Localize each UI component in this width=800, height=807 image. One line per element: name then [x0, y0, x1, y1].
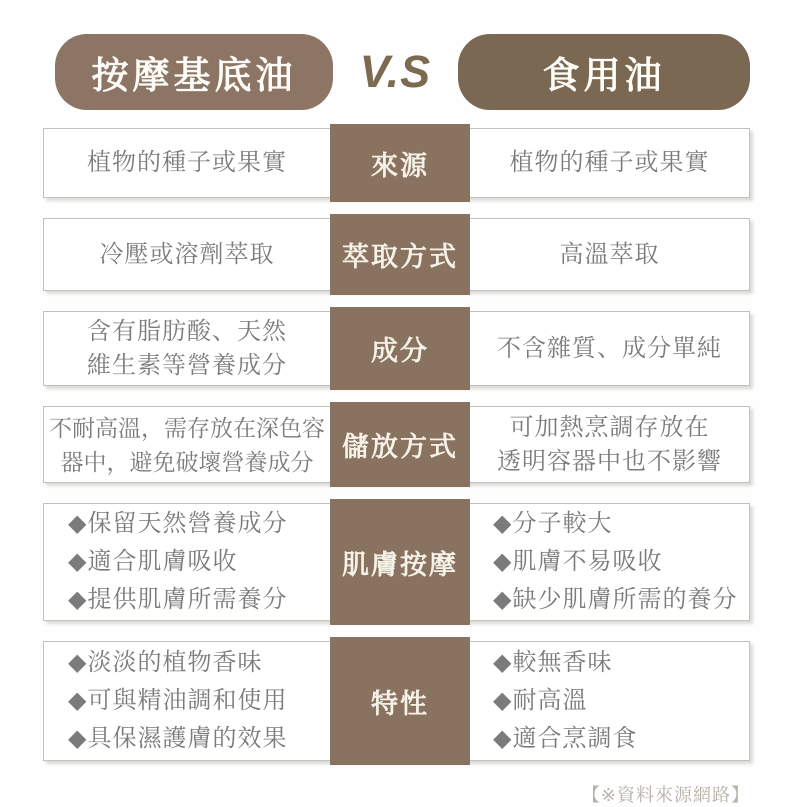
category-label-characteristics: 特性	[330, 637, 470, 765]
row-characteristics	[43, 641, 750, 761]
category-label-skin-massage: 肌膚按摩	[330, 499, 470, 625]
cell-line: 植物的種子或果實	[87, 149, 287, 176]
cooking-oil-characteristics-cell	[470, 642, 749, 760]
bullet-line: ◆提供肌膚所需養分	[68, 586, 288, 613]
bullet-line: ◆分子較大	[493, 510, 613, 537]
massage-base-oil-pill	[55, 34, 333, 110]
bullet-line: ◆肌膚不易吸收	[493, 548, 663, 575]
source-note: 【※資料來源網路】	[581, 785, 750, 805]
category-label-extraction: 萃取方式	[330, 214, 470, 295]
massage-oil-skin-cell	[44, 504, 330, 620]
content-column	[43, 0, 750, 807]
cooking-oil-pill	[458, 34, 750, 110]
cell-line: 器中，避免破壞營養成分	[60, 448, 314, 475]
cell-line: 維生素等營養成分	[87, 351, 287, 379]
row-source	[43, 128, 750, 198]
cooking-oil-title: 食用油	[542, 55, 666, 96]
row-storage	[43, 406, 750, 483]
row-skin-massage	[43, 503, 750, 621]
massage-oil-ingredients-cell	[44, 312, 330, 385]
bullet-line: ◆缺少肌膚所需的養分	[493, 586, 738, 613]
cell-line: 冷壓或溶劑萃取	[99, 240, 275, 268]
cooking-oil-ingredients-cell	[470, 312, 749, 385]
cooking-oil-storage-cell	[470, 407, 749, 482]
massage-oil-source-cell	[44, 129, 330, 197]
bullet-line: ◆耐高溫	[493, 687, 588, 714]
category-label-source: 來源	[330, 124, 470, 202]
cell-line: 高溫萃取	[559, 240, 660, 268]
header	[43, 33, 750, 111]
massage-base-oil-title: 按摩基底油	[91, 55, 297, 96]
cell-line: 透明容器中也不影響	[497, 447, 722, 475]
massage-oil-storage-cell	[44, 407, 330, 482]
cell-line: 可加熱烹調存放在	[509, 413, 710, 441]
cooking-oil-extraction-cell	[470, 219, 749, 290]
massage-oil-characteristics-cell	[44, 642, 330, 760]
bullet-line: ◆適合烹調食	[493, 725, 638, 752]
cell-line: 植物的種子或果實	[509, 149, 710, 176]
bullet-line: ◆可與精油調和使用	[68, 687, 288, 714]
bullet-line: ◆淡淡的植物香味	[68, 649, 263, 676]
category-label-ingredients: 成分	[330, 307, 470, 390]
row-extraction	[43, 218, 750, 291]
category-label-storage: 儲放方式	[330, 402, 470, 487]
bullet-line: ◆保留天然營養成分	[68, 510, 288, 537]
cell-line: 含有脂肪酸、天然	[87, 317, 287, 345]
massage-oil-extraction-cell	[44, 219, 330, 290]
cooking-oil-source-cell	[470, 129, 749, 197]
vs-label: V.S	[359, 46, 432, 97]
comparison-table	[43, 128, 750, 761]
cell-line: 不耐高溫，需存放在深色容	[49, 414, 325, 441]
bullet-line: ◆適合肌膚吸收	[68, 548, 238, 575]
bullet-line: ◆具保濕護膚的效果	[68, 725, 288, 752]
cooking-oil-skin-cell	[470, 504, 749, 620]
row-ingredients	[43, 311, 750, 386]
cell-line: 不含雜質、成分單純	[497, 334, 722, 362]
bullet-line: ◆較無香味	[493, 649, 613, 676]
